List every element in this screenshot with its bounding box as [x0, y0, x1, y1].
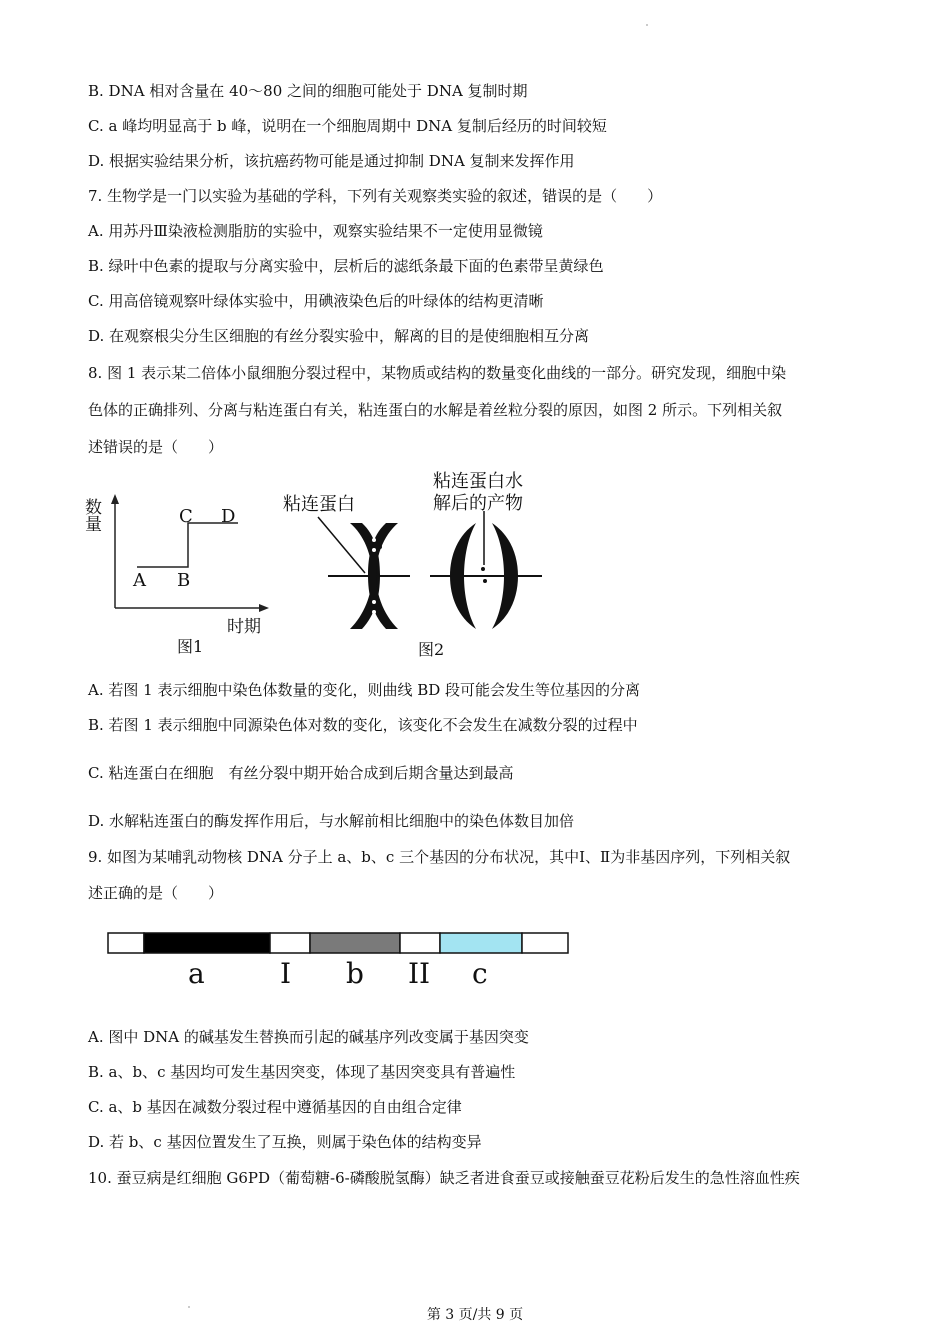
point-a-label: A — [133, 570, 146, 591]
figure-2-caption: 图2 — [418, 640, 445, 659]
option-7a: A. 用苏丹Ⅲ染液检测脂肪的实验中，观察实验结果不一定使用显微镜 — [88, 222, 543, 240]
option-6b: B. DNA 相对含量在 40～80 之间的细胞可能处于 DNA 复制时期 — [88, 82, 528, 100]
point-d-label: D — [221, 506, 236, 527]
question-7: 7. 生物学是一门以实验为基础的学科，下列有关观察类实验的叙述，错误的是（ ） — [88, 187, 663, 205]
question-9-line1: 9. 如图为某哺乳动物核 DNA 分子上 a、b、c 三个基因的分布状况，其中Ⅰ、Ⅱ为非基因序列，下列相关叙 — [88, 848, 791, 866]
gene-b-label: b — [346, 957, 364, 990]
gene-c-segment — [440, 933, 522, 953]
figure-1-y-label: 数量 — [81, 498, 101, 532]
gene-c-label: c — [472, 957, 488, 990]
question-8-line3: 述错误的是（ ） — [88, 438, 224, 456]
question-8-line2: 色体的正确排列、分离与粘连蛋白有关，粘连蛋白的水解是着丝粒分裂的原因，如图 2 所示。下列相关叙 — [88, 401, 783, 419]
gene-a-label: a — [188, 957, 205, 990]
dna-spacer-4 — [522, 933, 568, 953]
dna-spacer-3 — [400, 933, 440, 953]
point-c-label: C — [179, 506, 193, 527]
gene-a-segment — [144, 933, 270, 953]
dna-spacer-1 — [108, 933, 144, 953]
option-8d: D. 水解粘连蛋白的酶发挥作用后，与水解前相比细胞中的染色体数目加倍 — [88, 812, 575, 830]
cohesin-product-label-2: 解后的产物 — [433, 493, 523, 514]
question-8-line1: 8. 图 1 表示某二倍体小鼠细胞分裂过程中，某物质或结构的数量变化曲线的一部分。研究发现，细胞中染 — [88, 364, 787, 382]
question-9-line2: 述正确的是（ ） — [88, 884, 224, 902]
option-9a: A. 图中 DNA 的碱基发生替换而引起的碱基序列改变属于基因突变 — [88, 1028, 529, 1046]
cohesin-product-label-1: 粘连蛋白水 — [433, 471, 523, 492]
option-9d: D. 若 b、c 基因位置发生了互换，则属于染色体的结构变异 — [88, 1133, 482, 1151]
figure-1-caption: 图1 — [177, 637, 204, 656]
dna-gene-map — [100, 925, 580, 995]
point-b-label: B — [177, 570, 191, 591]
page-footer: 第 3 页/共 9 页 — [426, 1307, 524, 1323]
figure-1-step-graph — [81, 490, 285, 660]
dna-spacer-2 — [270, 933, 310, 953]
cohesin-label: 粘连蛋白 — [283, 494, 355, 515]
option-9c: C. a、b 基因在减数分裂过程中遵循基因的自由组合定律 — [88, 1098, 462, 1116]
speck — [646, 24, 648, 26]
option-8b: B. 若图 1 表示细胞中同源染色体对数的变化，该变化不会发生在减数分裂的过程中 — [88, 716, 638, 734]
region-i-label: I — [280, 957, 292, 990]
question-10-line1: 10. 蚕豆病是红细胞 G6PD（葡萄糖-6-磷酸脱氢酶）缺乏者进食蚕豆或接触蚕豆花粉后发生的急性溶血性疾 — [88, 1169, 800, 1187]
option-9b: B. a、b、c 基因均可发生基因突变，体现了基因突变具有普遍性 — [88, 1063, 516, 1081]
figure-2-chromosome-diagram — [280, 465, 550, 665]
figure-1-x-label: 时期 — [227, 617, 261, 637]
option-6d: D. 根据实验结果分析，该抗癌药物可能是通过抑制 DNA 复制来发挥作用 — [88, 152, 575, 170]
region-ii-label: II — [408, 957, 431, 990]
gene-b-segment — [310, 933, 400, 953]
option-6c: C. a 峰均明显高于 b 峰，说明在一个细胞周期中 DNA 复制后经历的时间较短 — [88, 117, 607, 135]
option-7d: D. 在观察根尖分生区细胞的有丝分裂实验中，解离的目的是使细胞相互分离 — [88, 327, 590, 345]
option-7b: B. 绿叶中色素的提取与分离实验中，层析后的滤纸条最下面的色素带呈黄绿色 — [88, 257, 604, 275]
option-8c: C. 粘连蛋白在细胞 有丝分裂中期开始合成到后期含量达到最高 — [88, 764, 514, 782]
option-7c: C. 用高倍镜观察叶绿体实验中，用碘液染色后的叶绿体的结构更清晰 — [88, 292, 544, 310]
option-8a: A. 若图 1 表示细胞中染色体数量的变化，则曲线 BD 段可能会发生等位基因的分离 — [88, 681, 641, 699]
